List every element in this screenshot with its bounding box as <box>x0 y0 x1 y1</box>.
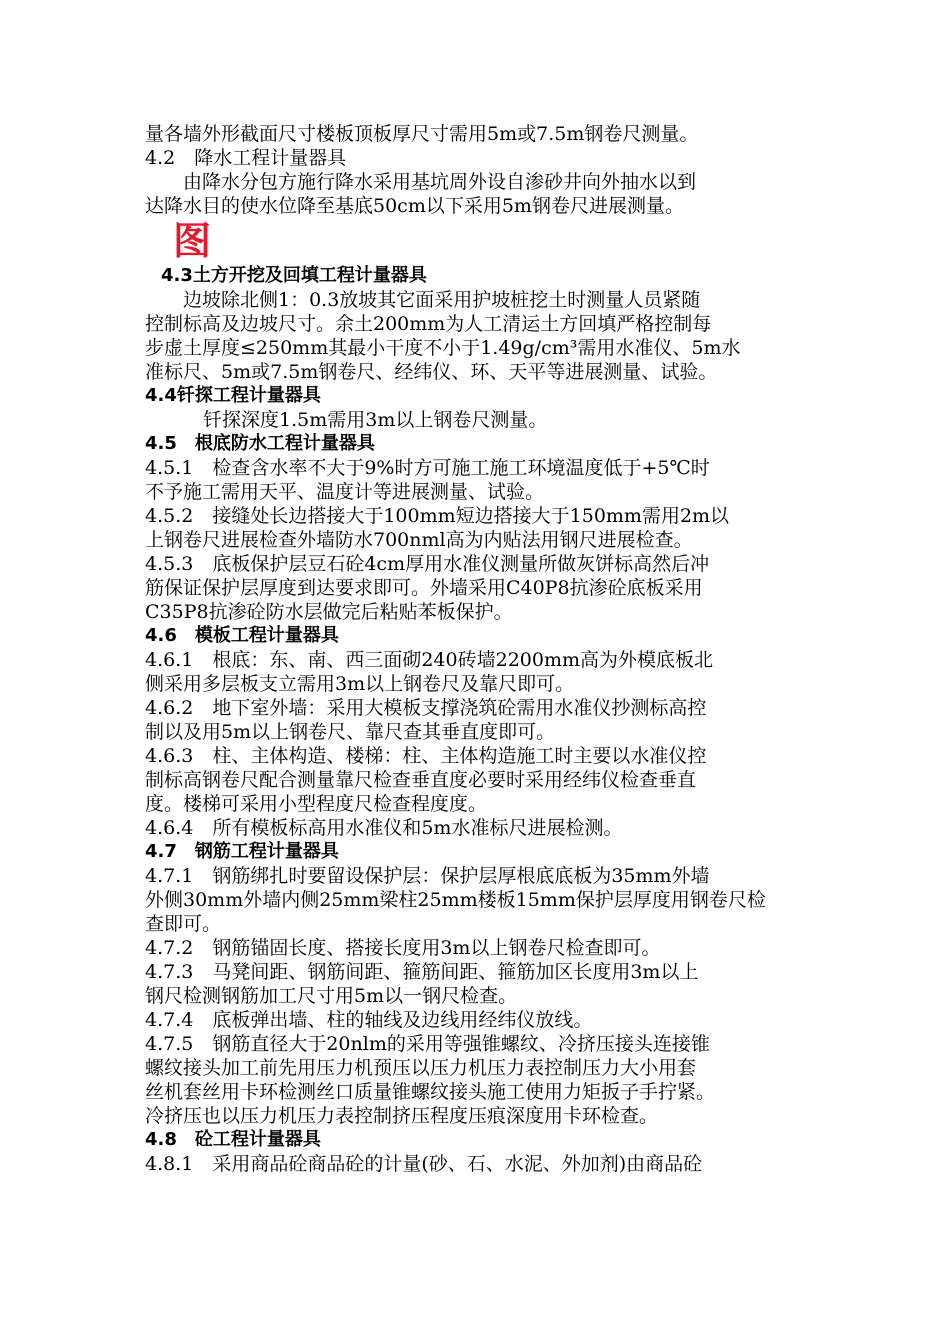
paragraph-line: 边坡除北侧1：0.3放坡其它面采用护坡桩挖土时测量人员紧随 <box>183 289 701 311</box>
paragraph-line: C35P8抗渗砼防水层做完后粘贴苯板保护。 <box>145 601 513 623</box>
paragraph-line: 4.7.5 钢筋直径大于20nlm的采用等强锥螺纹、冷挤压接头连接锥 <box>145 1033 710 1055</box>
paragraph-line: 外侧30mm外墙内侧25mm梁柱25mm楼板15mm保护层厚度用钢卷尺检 <box>145 889 766 911</box>
paragraph-line: 由降水分包方施行降水采用基坑周外设自渗砂井向外抽水以到 <box>183 171 697 193</box>
text-block-main <box>145 264 815 1176</box>
paragraph-line: 4.7.1 钢筋绑扎时要留设保护层：保护层厚根底底板为35mm外墙 <box>145 865 710 887</box>
section-heading: 4.8 砼工程计量器具 <box>145 1129 321 1150</box>
paragraph-line: 度。楼梯可采用小型程度尺检查程度度。 <box>145 793 488 815</box>
paragraph-line: 螺纹接头加工前先用压力机预压以压力机压力表控制压力大小用套 <box>145 1057 697 1079</box>
paragraph-line: 达降水目的使水位降至基底50cm以下采用5m钢卷尺进展测量。 <box>145 195 684 217</box>
paragraph-line: 钎探深度1.5m需用3m以上钢卷尺测量。 <box>203 409 548 431</box>
paragraph-line: 不予施工需用天平、温度计等进展测量、试验。 <box>145 481 545 503</box>
figure-label: 图 <box>173 219 212 263</box>
paragraph-line: 4.5.2 接缝处长边搭接大于100mm短边搭接大于150mm需用2m以 <box>145 505 730 527</box>
paragraph-line: 侧采用多层板支立需用3m以上钢卷尺及靠尺即可。 <box>145 673 575 695</box>
paragraph-line: 4.5.1 检查含水率不大于9%时方可施工施工环境温度低于+5℃时 <box>145 457 710 479</box>
paragraph-line: 准标尺、5m或7.5m钢卷尺、经纬仪、环、天平等进展测量、试验。 <box>145 361 718 383</box>
section-heading: 4.4钎探工程计量器具 <box>145 385 321 406</box>
paragraph-line: 4.5.3 底板保护层豆石砼4cm厚用水准仪测量所做灰饼标高然后冲 <box>145 553 710 575</box>
paragraph-line: 4.6.2 地下室外墙：采用大模板支撑浇筑砼需用水准仪抄测标高控 <box>145 697 707 719</box>
paragraph-line: 4.6.1 根底：东、南、西三面砌240砖墙2200mm高为外模底板北 <box>145 649 713 671</box>
section-heading: 4.3土方开挖及回填工程计量器具 <box>161 265 427 286</box>
paragraph-line: 4.7.3 马凳间距、钢筋间距、箍筋间距、箍筋加区长度用3m以上 <box>145 961 699 983</box>
paragraph-line: 钢尺检测钢筋加工尺寸用5m以一钢尺检查。 <box>145 985 518 1007</box>
paragraph-line: 上钢卷尺进展检查外墙防水700nml高为内贴法用钢尺进展检查。 <box>145 529 693 551</box>
paragraph-line: 4.8.1 采用商品砼商品砼的计量(砂、石、水泥、外加剂)由商品砼 <box>145 1153 703 1175</box>
paragraph-line: 4.2 降水工程计量器具 <box>145 147 347 169</box>
text-block-top <box>145 122 815 218</box>
paragraph-line: 丝机套丝用卡环检测丝口质量锥螺纹接头施工使用力矩扳子手拧紧。 <box>145 1081 716 1103</box>
paragraph-line: 筋保证保护层厚度到达要求即可。外墙采用C40P8抗渗砼底板采用 <box>145 577 703 599</box>
paragraph-line: 量各墙外形截面尺寸楼板顶板厚尺寸需用5m或7.5m钢卷尺测量。 <box>145 123 699 145</box>
paragraph-line: 制标高钢卷尺配合测量靠尺检查垂直度必要时采用经纬仪检查垂直 <box>145 769 697 791</box>
paragraph-line: 步虚土厚度≤250mm其最小干度不小于1.49g/cm³需用水准仪、5m水 <box>145 337 741 359</box>
document-body <box>145 122 815 1176</box>
paragraph-line: 4.7.4 底板弹出墙、柱的轴线及边线用经纬仪放线。 <box>145 1009 593 1031</box>
paragraph-line: 制以及用5m以上钢卷尺、靠尺查其垂直度即可。 <box>145 721 556 743</box>
section-heading: 4.6 模板工程计量器具 <box>145 625 339 646</box>
section-heading: 4.5 根底防水工程计量器具 <box>145 433 375 454</box>
paragraph-line: 4.6.4 所有模板标高用水准仪和5m水准标尺进展检测。 <box>145 817 623 839</box>
paragraph-line: 4.6.3 柱、主体构造、楼梯：柱、主体构造施工时主要以水准仪控 <box>145 745 707 767</box>
section-heading: 4.7 钢筋工程计量器具 <box>145 841 339 862</box>
paragraph-line: 控制标高及边坡尺寸。余土200mm为人工清运土方回填严格控制每 <box>145 313 712 335</box>
paragraph-line: 查即可。 <box>145 913 222 935</box>
paragraph-line: 4.7.2 钢筋锚固长度、搭接长度用3m以上钢卷尺检查即可。 <box>145 937 661 959</box>
paragraph-line: 冷挤压也以压力机压力表控制挤压程度压痕深度用卡环检查。 <box>145 1105 659 1127</box>
